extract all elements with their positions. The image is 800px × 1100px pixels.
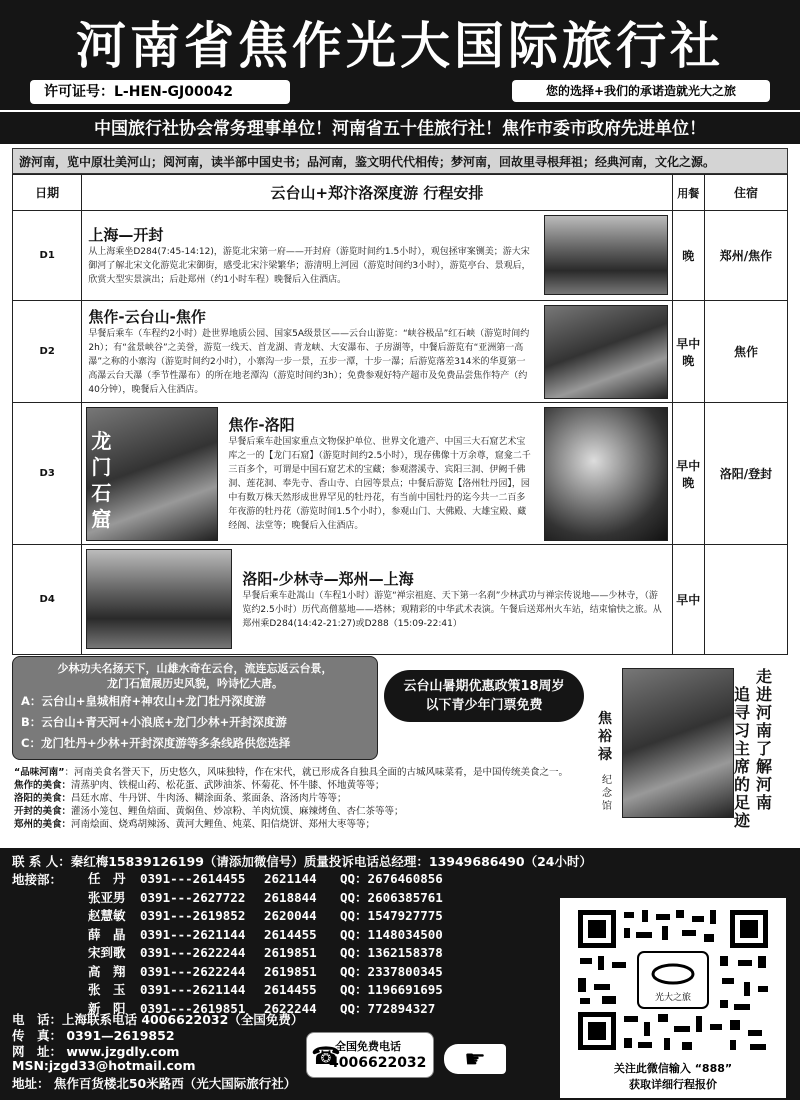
food-city: 焦作的美食： [14,780,72,791]
food-text: 昌廷水席、牛丹饼、牛肉汤、糊涂面条、浆面条、洛汤肉片等等； [71,793,347,804]
contact-name: 宋到歌 [88,945,126,960]
col-date-header: 日期 [13,175,82,211]
food-city: 郑州的美食： [14,819,72,830]
local-contact-list [88,870,488,1018]
contact-phone: 0391---2622244 [140,945,246,960]
qr-logo-text: 光大之旅 [654,993,692,1003]
contact-name: 张亚男 [88,889,126,905]
food-item [14,818,604,831]
contact-qq: QQ：1196691695 [340,982,443,997]
day-label: D1 [13,211,82,301]
contact-qq: QQ：1547927775 [340,908,443,923]
contact-name: 任 丹 [88,871,126,886]
contact-name: 赵慧敏 [88,908,126,923]
free-phone-label: 全国免费电话 [335,1040,401,1053]
kaifeng-photo [544,215,668,295]
promo-option: B：云台山+青天河+小浪底+龙门少林+开封深度游 [21,715,287,729]
itinerary-row [13,403,788,545]
contact-phone: 0391---2619851 [140,1000,246,1016]
contact-phone: 0391---2621144 [140,982,246,997]
meal-cell: 晚 [672,211,704,301]
header-banner [0,0,800,110]
memorial-slogan: 走进河南了解河南 [756,667,773,812]
day-label: D2 [13,301,82,403]
route-desc: 早餐后乘车（车程约2小时）赴世界地质公园、国家5A级景区——云台山游览：“峡谷极品”红石峡（游览时间约2h）；有“盆景峡谷”之美誉，游览一线天、首龙湖、青龙峡、大安瀑布、子房湖等，中餐后游览有“亚洲第一高瀑”之称的小寨沟（游览时间约2小时），小寨沟一步一景，五步一潭，十步一瀑；后游览落差314米的华夏第一高瀑云台天瀑（季节性瀑布）的所在地老潭沟（游览时间约3h）；免费参观好特产超市及免费品尝焦作特产（约40分钟），晚餐后入住酒店。 [88,329,530,395]
honors-line: 中国旅行社协会常务理事单位！河南省五十佳旅行社！焦作市委市政府先进单位！ [0,110,800,144]
food-item [14,805,604,818]
itinerary-row [13,211,788,301]
free-phone-badge [306,1032,434,1078]
food-section [14,766,604,846]
route-title: 上海—开封 [88,226,164,244]
promo-line: 少林功夫名扬天下，山雄水奇在云台，流连忘返云台景， [57,662,333,675]
fax-line: 传 真： 0391—2619852 [12,1028,175,1043]
memorial-slogan: 追寻习主席的足迹 [734,685,751,830]
contact-phone: 2614455 [264,926,317,942]
stay-cell: 郑州/焦作 [704,211,787,301]
food-city: 洛阳的美食： [14,793,72,804]
food-item [14,779,604,792]
contact-qq: QQ：1148034500 [340,926,443,942]
stay-cell: 洛阳/登封 [704,403,787,545]
contact-qq: QQ：2676460856 [340,871,443,886]
food-item [14,792,604,805]
contact-row [88,926,488,945]
promo-line: 龙门石窟展历史风貌，吟诗忆大唐。 [107,677,283,690]
agency-title: 河南省焦作光大国际旅行社 [76,17,724,75]
slogan-strip: 游河南，览中原壮美河山；阅河南，读半部中国史书；品河南，鉴文明代代相传；梦河南，回故里寻根拜祖；经典河南，文化之源。 [12,148,788,174]
route-title: 焦作-云台山-焦作 [88,308,206,326]
contact-phone: 0391---2621144 [140,926,246,942]
food-city: 开封的美食： [14,806,72,817]
contact-phone: 2622244 [264,1000,317,1016]
contact-qq: QQ：772894327 [340,1000,436,1016]
route-title: 洛阳-少林寺—郑州—上海 [242,570,414,588]
memorial-sub: 纪念馆 [602,775,612,812]
peony-photo [544,407,668,541]
promo-option: C：龙门牡丹+少林+开封深度游等多条线路供您选择 [21,736,291,750]
contact-row [88,963,488,982]
contact-qq: QQ：2337800345 [340,963,443,979]
contact-name: 张 玉 [88,982,126,997]
col-meal-header: 用餐 [672,175,704,211]
meal-cell: 早中晚 [672,301,704,403]
phone-icon: ☎ [311,1042,341,1070]
day-label: D3 [13,403,82,545]
contact-phone: 0391---2627722 [140,889,246,905]
longmen-grottoes-photo [86,407,218,541]
food-text: 清蒸驴肉、铁棍山药、松花蛋、武陟油茶、怀菊花、怀牛膝、怀地黄等等； [71,780,385,791]
license-badge: 许可证号：L-HEN-GJ00042 [30,80,290,104]
address-line: 地址： 焦作百货楼北50米路西（光大国际旅行社） [12,1076,297,1091]
contact-row [88,907,488,926]
contact-phone: 0391---2614455 [140,871,246,886]
local-dept-label: 地接部： [12,872,63,887]
itinerary-title: 云台山+郑汴洛深度游 行程安排 [82,175,672,211]
wechat-qr-panel [560,898,786,1098]
contact-phone: 2621144 [264,871,317,886]
route-title: 焦作-洛阳 [228,416,295,434]
food-intro-label: “品味河南” [14,767,65,778]
itinerary-table [12,174,788,655]
side-label: 龙门石窟 [91,429,112,531]
col-stay-header: 住宿 [704,175,787,211]
route-desc: 早餐后乘车赴国家重点文物保护单位、世界文化遗产、中国三大石窟艺术宝库之一的【龙门石窟】（游览时间约2.5小时），现存佛像十万余尊，窟龛二千三百多个，可谓是中国石窟艺术的宝藏；参观潜溪寺、宾阳三洞、伊阙千佛洞、莲花洞、奉先寺、香山寺、白园等景点；中餐后游览【洛州牡丹园】，园中有数万株天然形成世界罕见的牡丹花，有当前中国牡丹的迄今共一二百多年夜游的牡丹花（游览时间1.5个小时），参观山门、大佛殿、大雄宝殿、藏经阁、法堂等；晚餐后入住酒店。 [228,437,531,531]
main-contact [12,852,792,870]
shaolin-temple-photo [86,549,232,649]
itinerary-row [13,545,788,655]
promo-option: A：云台山+皇城相府+神农山+龙门牡丹深度游 [21,694,266,708]
contact-phone: 0391---2622244 [140,963,246,979]
food-intro [14,766,604,779]
contact-phone: 0391---2619852 [140,908,246,923]
main-contact-text: 秦红梅15839126199（请添加微信号）质量投诉电话总经理：13949686490（24小时） [70,854,592,869]
qr-code [572,904,774,1056]
tel-line: 电 话：上海联系电话 4006622032（全国免费） [12,1012,304,1027]
route-desc: 早餐后乘车赴嵩山（车程1小时）游览“禅宗祖庭、天下第一名刹”少林武功与禅宗传说地——少林寺，（游览约2.5小时）历代高僧墓地——塔林；观精彩的中华武术表演。午餐后送郑州火车站，结束愉快之旅。从郑州乘D284(14:42-21:27)或D288（15:09-22:41） [242,591,662,629]
meal-cell: 早中晚 [672,403,704,545]
free-phone-number: 4006622032 [329,1055,427,1071]
contact-name: 薛 晶 [88,926,126,942]
food-text: 灌汤小笼包、鲤鱼焙面、黄焖鱼、炒凉粉、羊肉炕馍、麻辣烤鱼、杏仁茶等等； [71,806,404,817]
itinerary-row [13,301,788,403]
contact-phone: 2619851 [264,945,317,960]
website-link[interactable]: 网 址： www.jzgdly.com [12,1044,180,1059]
yuntai-photo [544,305,668,399]
contact-row [88,981,488,1000]
memorial-name: 焦裕禄 [598,711,612,763]
jiao-yulu-portrait [622,668,734,818]
main-contact-label: 联 系 人： [12,854,71,869]
contact-qq: QQ：1362158378 [340,945,443,960]
discount-line: 云台山暑期优惠政策18周岁 [403,679,565,694]
qr-caption: 获取详细行程报价 [629,1078,717,1091]
meal-cell: 早中 [672,545,704,655]
day-label: D4 [13,545,82,655]
food-text: 河南烩面、烧鸡胡辣汤、黄河大鲤鱼、炖菜、阳信烧饼、郑州大枣等等； [71,819,376,830]
contact-phone: 2618844 [264,889,317,905]
discount-badge [384,670,584,722]
qr-caption: 关注此微信输入 “888” [613,1062,733,1075]
contact-row [88,889,488,908]
stay-cell [704,545,787,655]
contact-row [88,870,488,889]
discount-line: 以下青少年门票免费 [425,698,543,713]
pointing-hand-icon: ☛ [444,1044,506,1074]
promo-box [12,656,378,760]
stay-cell: 焦作 [704,301,787,403]
contact-qq: QQ：2606385761 [340,889,443,905]
food-intro-text: ：河南美食名誉天下，历史悠久，风味独特，作在宋代，就已形成各自独具全面的古城风味菜肴，是中国传统美食之一。 [64,767,569,778]
contact-name: 新 阳 [88,1000,126,1016]
contact-phone: 2619851 [264,963,317,979]
contact-name: 高 翔 [88,963,126,979]
contact-row [88,944,488,963]
msn-line: MSN:jzgd33@hotmail.com [12,1058,196,1073]
motto-badge: 您的选择+我们的承诺造就光大之旅 [512,80,770,102]
route-desc: 从上海乘坐D284(7:45-14:12)，游览北宋第一府——开封府（游览时间约1.5小时），观包拯审案铡美；游大宋御河了解北宋文化游览北宋御街，感受北宋汴梁繁华；游清明上河园（游览时间约3小时），游览亭台、景观后，欣赏大型实景演出；后赴郑州（约1小时车程）晚餐后入住酒店。 [88,247,531,285]
contact-phone: 2620044 [264,908,317,923]
contact-block [0,848,800,1100]
contact-phone: 2614455 [264,982,317,997]
